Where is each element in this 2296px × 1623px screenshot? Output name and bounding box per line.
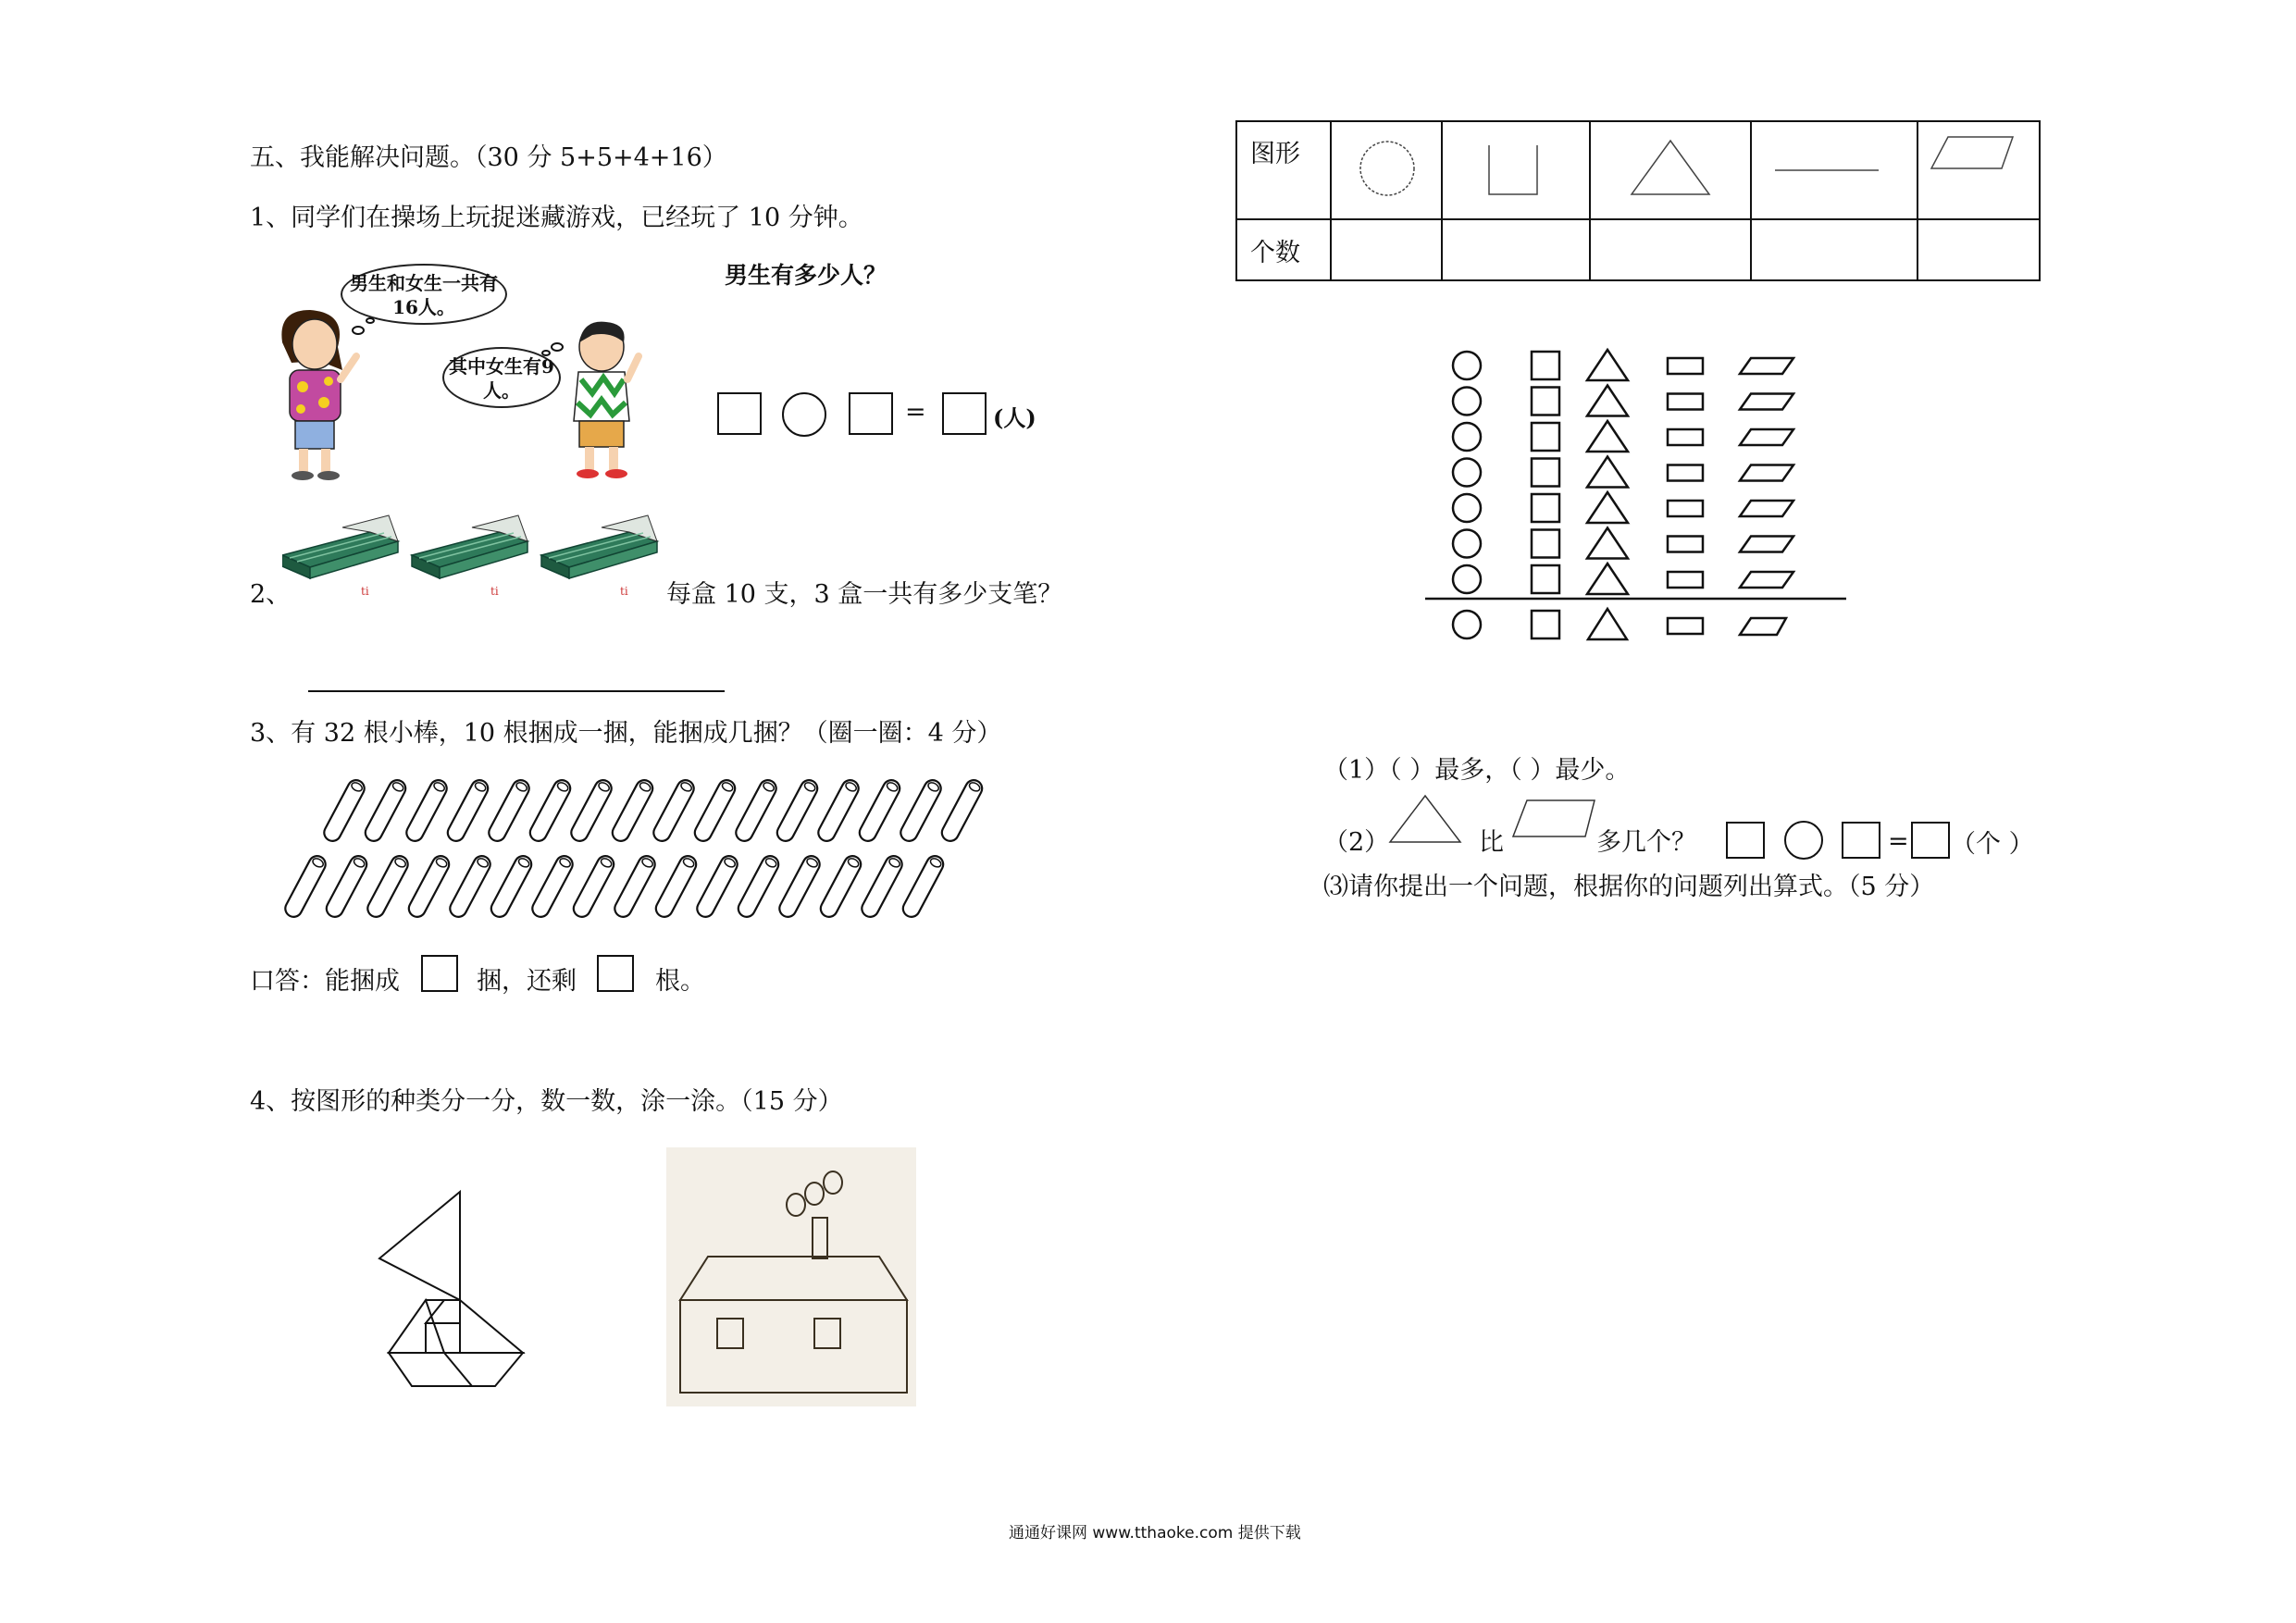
q3-bundles-box[interactable]	[421, 955, 458, 992]
square-icon	[1443, 122, 1589, 215]
footer-text: 通通好课网 www.tthaoke.com 提供下载	[1009, 1524, 1301, 1542]
pictograph-square-mark	[1532, 459, 1559, 487]
pictograph-rectangle-mark	[1668, 429, 1703, 445]
q1-answer-box-2[interactable]	[849, 392, 893, 435]
q3-text: 3、有 32 根小棒，10 根捆成一捆，能捆成几捆？（圈一圈：4 分）	[250, 719, 1002, 748]
stick	[529, 853, 576, 920]
pictograph-rectangle-mark	[1668, 358, 1703, 374]
pictograph-square-mark	[1532, 423, 1559, 451]
stick	[363, 777, 409, 844]
pictograph-parallelogram-mark	[1740, 537, 1793, 552]
stick	[282, 853, 329, 920]
q1-unit: (人)	[993, 404, 1036, 431]
baseline-circle-icon	[1453, 611, 1481, 638]
pictograph-square-mark	[1532, 494, 1559, 522]
stick	[321, 777, 367, 844]
pictograph-rectangle-mark	[1668, 465, 1703, 481]
sub-question-1: （1）（ ）最多，（ ）最少。	[1323, 756, 1631, 785]
stick	[898, 777, 944, 844]
stick	[900, 853, 947, 920]
stick	[692, 777, 738, 844]
pictograph-parallelogram-mark	[1740, 465, 1793, 481]
sub-q2-answer-box-1[interactable]	[1726, 822, 1765, 859]
triangle-icon	[1388, 791, 1467, 847]
stick	[694, 853, 740, 920]
stick	[612, 853, 658, 920]
stick	[818, 853, 864, 920]
q3-answer-suffix: 根。	[655, 967, 705, 996]
pictograph-triangle-mark	[1587, 492, 1628, 523]
sub-question-2-prefix: （2）	[1323, 828, 1390, 857]
count-cell-circle[interactable]	[1331, 219, 1442, 280]
stick	[489, 853, 535, 920]
house-drawing	[666, 1147, 916, 1406]
pictograph-square-mark	[1532, 352, 1559, 379]
sailboat-tangram	[356, 1184, 541, 1397]
stick	[324, 853, 370, 920]
pictograph-parallelogram-mark	[1740, 572, 1793, 588]
count-cell-line[interactable]	[1751, 219, 1917, 280]
stick	[651, 777, 697, 844]
sub-q2-unit: （个 ）	[1951, 830, 2034, 859]
baseline-parallelogram-icon	[1740, 618, 1786, 635]
pictograph-triangle-mark	[1587, 421, 1628, 452]
triangle-icon	[1591, 122, 1750, 215]
stick	[815, 777, 862, 844]
sub-q2-equals: =	[1888, 827, 1909, 856]
stick	[365, 853, 411, 920]
pictograph-circle-mark	[1453, 530, 1481, 558]
pictograph-circle-mark	[1453, 459, 1481, 487]
table-cell-parallelogram	[1917, 121, 2040, 219]
baseline-triangle-icon	[1588, 609, 1627, 639]
pictograph-circle-mark	[1453, 352, 1481, 379]
pictograph-triangle-mark	[1587, 386, 1628, 416]
count-cell-parallelogram[interactable]	[1917, 219, 2040, 280]
pictograph-rectangle-mark	[1668, 501, 1703, 516]
q1-operator-circle[interactable]	[782, 392, 826, 437]
pictograph-parallelogram-mark	[1740, 394, 1793, 410]
sub-q2-result-box[interactable]	[1911, 822, 1950, 859]
pictograph-parallelogram-mark	[1740, 501, 1793, 516]
table-cell-circle	[1331, 121, 1442, 219]
table-row-shape-label: 图形	[1236, 121, 1331, 219]
boy-illustration	[555, 315, 648, 481]
pictograph-triangle-mark	[1587, 528, 1628, 559]
sticks-illustration	[278, 766, 990, 923]
girl-illustration	[264, 305, 366, 481]
q2-text: 每盒 10 支，3 盒一共有多少支笔？	[666, 580, 1063, 609]
pictograph-triangle-mark	[1587, 564, 1628, 594]
stick	[736, 853, 782, 920]
pencil-boxes-illustration	[282, 504, 662, 597]
stick	[527, 777, 574, 844]
pictograph-rectangle-mark	[1668, 394, 1703, 410]
q3-answer-prefix: 口答：能捆成	[250, 967, 400, 996]
q1-equals-sign: =	[905, 398, 926, 427]
pictograph-parallelogram-mark	[1740, 429, 1793, 445]
stick	[857, 777, 903, 844]
pictograph-circle-mark	[1453, 388, 1481, 415]
girl-speech-bubble: 男生和女生一共有16人。	[341, 264, 507, 325]
pictograph-triangle-mark	[1587, 350, 1628, 380]
svg-text:ti: ti	[490, 585, 499, 597]
parallelogram-icon	[1504, 798, 1596, 840]
table-row-count-label: 个数	[1236, 219, 1331, 280]
stick	[775, 777, 821, 844]
q1-text: 1、同学们在操场上玩捉迷藏游戏，已经玩了 10 分钟。	[250, 204, 863, 232]
section-title: 五、我能解决问题。（30 分 5+5+4+16）	[250, 143, 727, 172]
pictograph-circle-mark	[1453, 565, 1481, 593]
baseline-square-icon	[1532, 611, 1559, 638]
parallelogram-icon	[1918, 122, 2039, 215]
q2-number: 2、	[250, 580, 292, 609]
sub-question-2-suffix: 多几个？	[1596, 828, 1696, 857]
pictograph-rectangle-mark	[1668, 537, 1703, 552]
q3-remainder-box[interactable]	[597, 955, 634, 992]
stick	[571, 853, 617, 920]
q1-question: 男生有多少人？	[725, 262, 887, 289]
pictograph-parallelogram-mark	[1740, 358, 1793, 374]
pictograph-square-mark	[1532, 565, 1559, 593]
q1-answer-box-1[interactable]	[717, 392, 762, 435]
pictograph-circle-mark	[1453, 494, 1481, 522]
pictograph-square-mark	[1532, 388, 1559, 415]
q2-answer-line[interactable]	[308, 690, 725, 692]
count-cell-square[interactable]	[1442, 219, 1590, 280]
shape-pictograph	[1416, 338, 1860, 652]
stick	[486, 777, 532, 844]
boy-speech-bubble: 其中女生有9人。	[442, 347, 561, 408]
stick	[445, 777, 491, 844]
table-cell-triangle	[1590, 121, 1751, 219]
stick	[733, 777, 779, 844]
stick	[447, 853, 493, 920]
stick	[610, 777, 656, 844]
sub-q2-operator-circle[interactable]	[1784, 821, 1823, 860]
stick	[406, 853, 453, 920]
baseline-rectangle-icon	[1668, 618, 1703, 634]
sub-question-3: ⑶请你提出一个问题，根据你的问题列出算式。（5 分）	[1323, 873, 1935, 901]
count-cell-triangle[interactable]	[1590, 219, 1751, 280]
stick	[653, 853, 700, 920]
pictograph-rectangle-mark	[1668, 572, 1703, 588]
stick	[776, 853, 823, 920]
shape-count-table	[1235, 120, 2041, 281]
pictograph-circle-mark	[1453, 423, 1481, 451]
circle-icon	[1332, 122, 1441, 215]
pictograph-square-mark	[1532, 530, 1559, 558]
svg-text:ti: ti	[620, 585, 628, 597]
stick	[939, 777, 986, 844]
svg-text:ti: ti	[361, 585, 369, 597]
sub-q2-answer-box-2[interactable]	[1842, 822, 1880, 859]
q3-answer-mid: 捆，还剩	[477, 967, 577, 996]
stick	[859, 853, 905, 920]
table-cell-square	[1442, 121, 1590, 219]
stick	[568, 777, 614, 844]
q4-text: 4、按图形的种类分一分，数一数，涂一涂。（15 分）	[250, 1087, 843, 1116]
line-icon	[1752, 122, 1917, 215]
q1-result-box[interactable]	[942, 392, 987, 435]
table-cell-line	[1751, 121, 1917, 219]
sub-question-2-mid: 比	[1479, 828, 1504, 857]
stick	[403, 777, 450, 844]
pictograph-triangle-mark	[1587, 457, 1628, 488]
